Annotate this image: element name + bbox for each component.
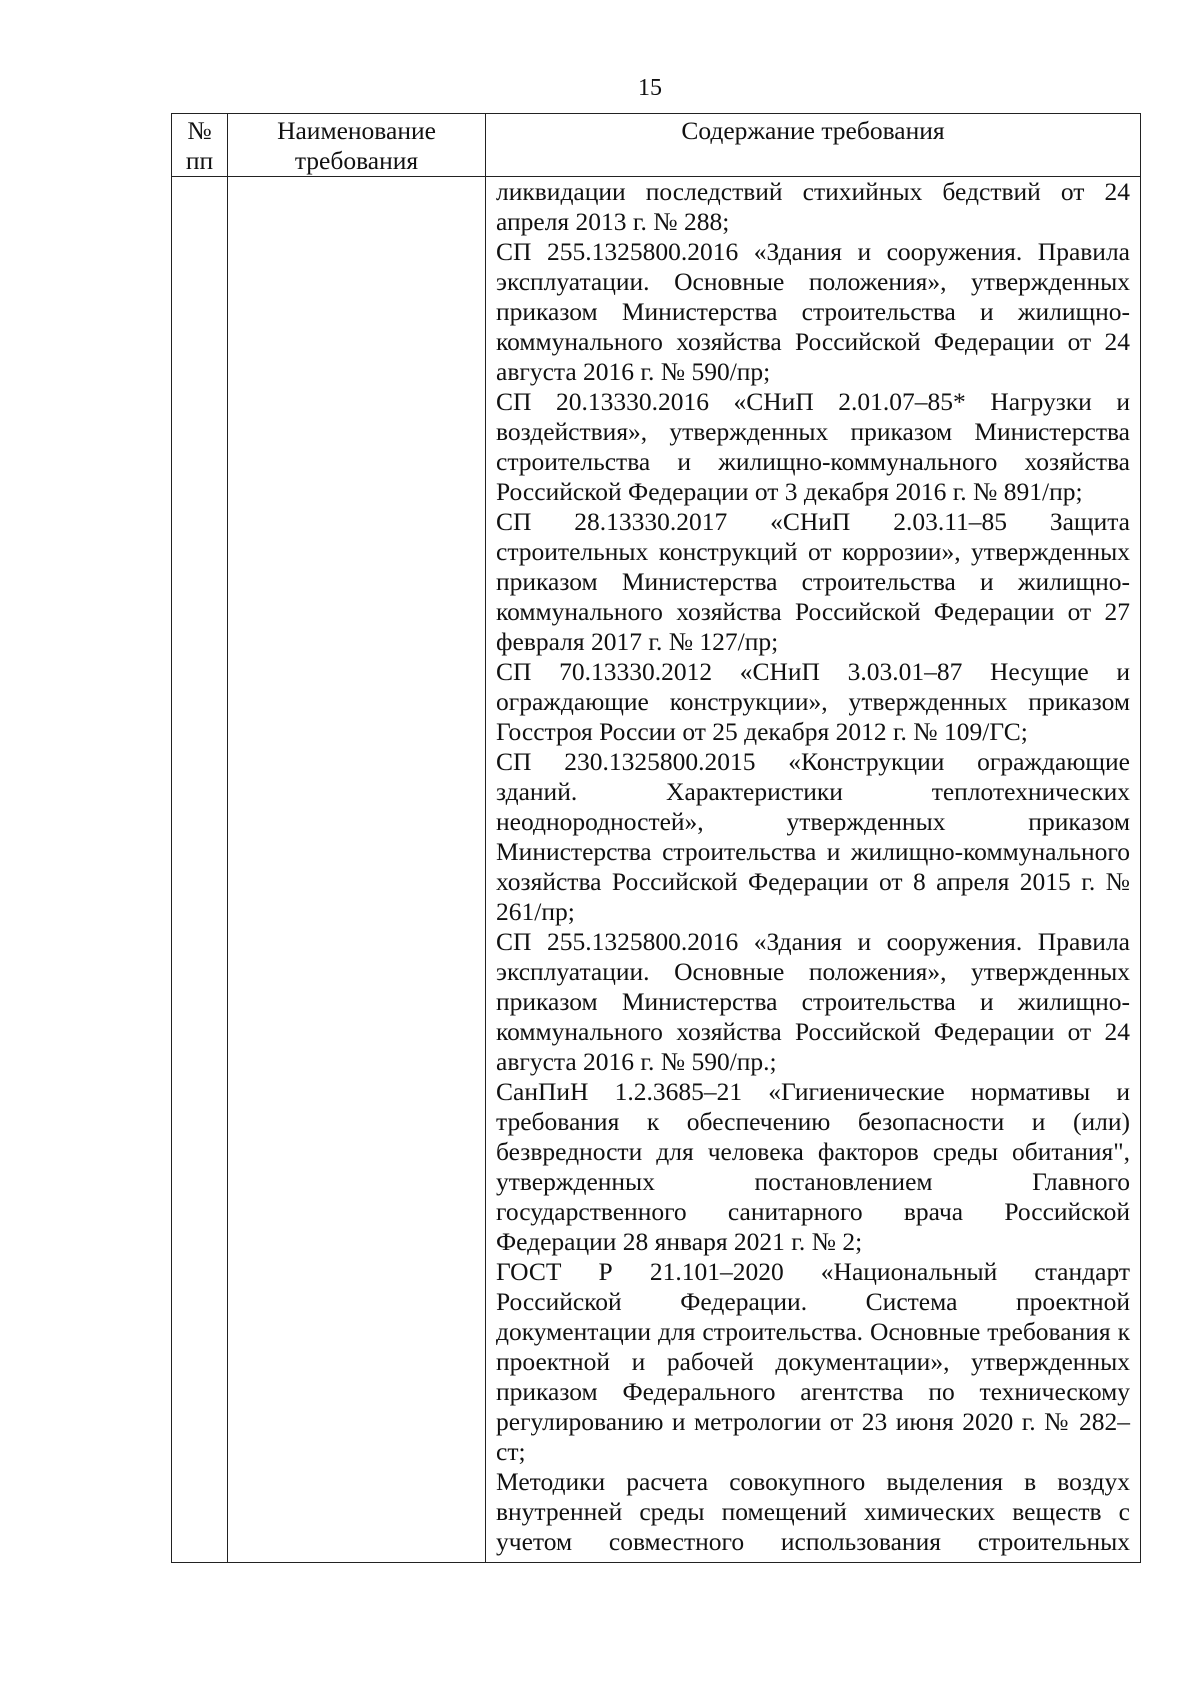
content-paragraph: СП 255.1325800.2016 «Здания и сооружения. Правила эксплуатации. Основные положения», утвержденных приказом Министерства строительства и жилищно-коммунального хозяйства Российской Федерации от 24 августа 2016 г. № 590/пр; [496,237,1130,386]
header-requirement-name: Наименование требования [228,114,486,177]
header-requirement-content: Содержание требования [486,114,1141,177]
header-number: № пп [172,114,228,177]
content-paragraph: СП 28.13330.2017 «СНиП 2.03.11–85 Защита строительных конструкций от коррозии», утвержденных приказом Министерства строительства и жилищно-коммунального хозяйства Российской Федерации от 27 февраля 2017 г. № 127/пр; [496,507,1130,656]
content-paragraph: СП 255.1325800.2016 «Здания и сооружения. Правила эксплуатации. Основные положения», утвержденных приказом Министерства строительства и жилищно-коммунального хозяйства Российской Федерации от 24 августа 2016 г. № 590/пр.; [496,927,1130,1076]
content-paragraph: СП 230.1325800.2015 «Конструкции ограждающие зданий. Характеристики теплотехнических неоднородностей», утвержденных приказом Министерства строительства и жилищно-коммунального хозяйства Российской Федерации от 8 апреля 2015 г. № 261/пр; [496,747,1130,926]
content-paragraph: ликвидации последствий стихийных бедствий от 24 апреля 2013 г. № 288; [496,177,1130,236]
content-paragraph: Методики расчета совокупного выделения в воздух внутренней среды помещений химических веществ с учетом совместного использования строительных [496,1467,1130,1556]
requirements-table [171,113,1141,1563]
table-header-row [172,114,1141,177]
row-number-cell [172,177,228,1563]
content-paragraph: СанПиН 1.2.3685–21 «Гигиенические нормативы и требования к обеспечению безопасности и (или) безвредности для человека факторов среды обитания", утвержденных постановлением Главного государственного санитарного врача Российской Федерации 28 января 2021 г. № 2; [496,1077,1130,1256]
table-row [172,177,1141,1563]
row-content-cell [486,177,1141,1563]
page-number: 15 [638,75,662,101]
content-paragraph: СП 20.13330.2016 «СНиП 2.01.07–85* Нагрузки и воздействия», утвержденных приказом Министерства строительства и жилищно-коммунального хозяйства Российской Федерации от 3 декабря 2016 г. № 891/пр; [496,387,1130,506]
row-name-cell [228,177,486,1563]
content-paragraph: СП 70.13330.2012 «СНиП 3.03.01–87 Несущие и ограждающие конструкции», утвержденных приказом Госстроя России от 25 декабря 2012 г. № 109/ГС; [496,657,1130,746]
content-paragraph: ГОСТ Р 21.101–2020 «Национальный стандарт Российской Федерации. Система проектной документации для строительства. Основные требования к проектной и рабочей документации», утвержденных приказом Федерального агентства по техническому регулированию и метрологии от 23 июня 2020 г. № 282–ст; [496,1257,1130,1466]
